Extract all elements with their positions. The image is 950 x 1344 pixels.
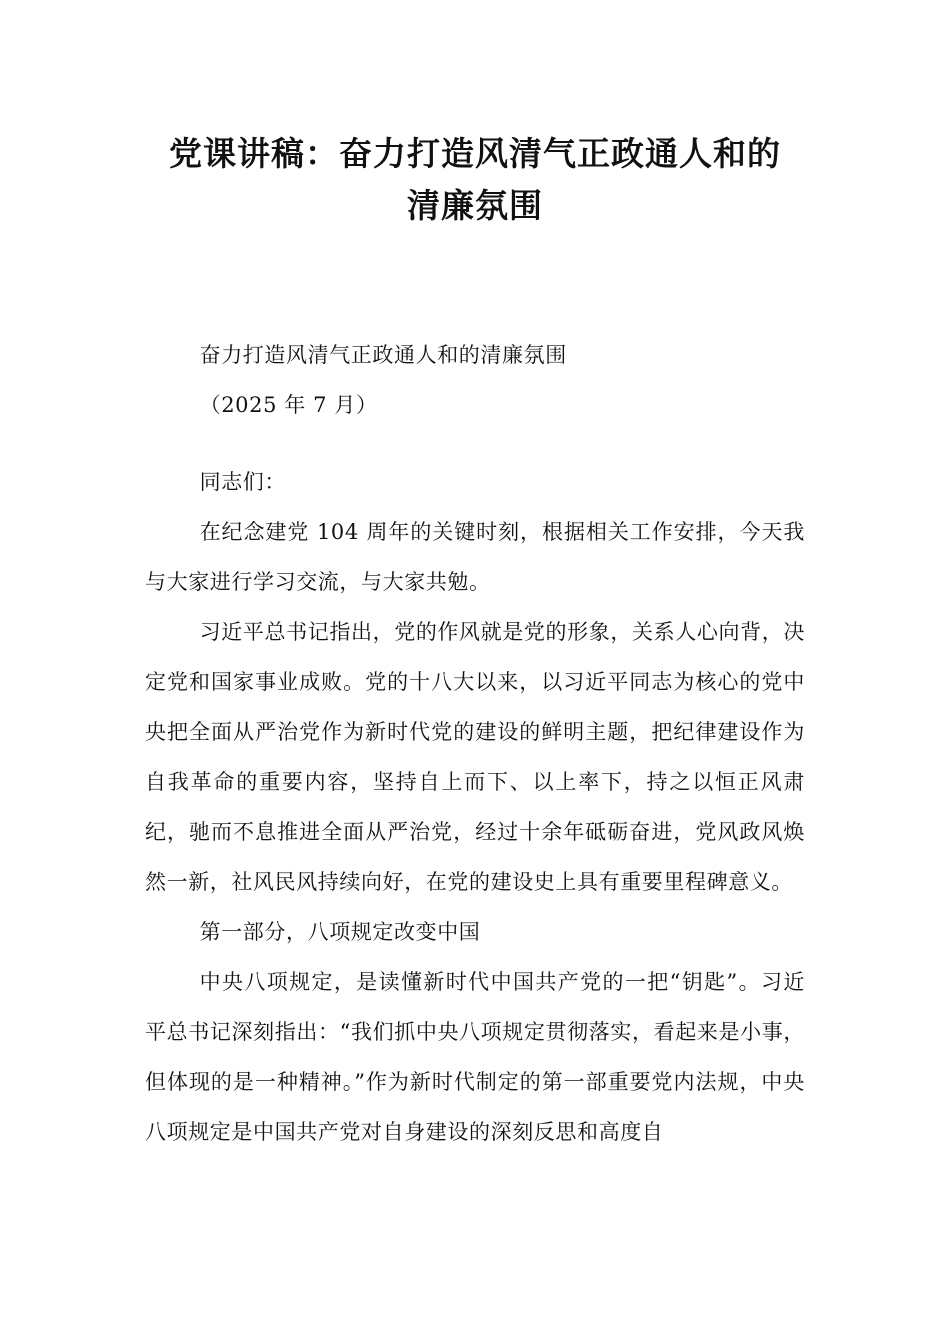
subtitle: 奋力打造风清气正政通人和的清廉氛围 [199,343,567,367]
document-title [120,128,830,232]
title-line-2: 清廉氛围 [407,186,543,225]
section-heading: 第一部分，八项规定改变中国 [199,920,481,944]
title-line-1: 党课讲稿：奋力打造风清气正政通人和的 [169,134,781,173]
date-line: （2025 年 7 月） [199,393,378,417]
spacer [145,430,805,457]
document-body [145,330,805,1157]
paragraph-section-1: 中央八项规定，是读懂新时代中国共产党的一把“钥匙”。习近平总书记深刻指出：“我们抓中央八项规定贯彻落实，看起来是小事，但体现的是一种精神。”作为新时代制定的第一部重要党内法规，中央八项规定是中国共产党对自身建设的深刻反思和高度自 [145,970,805,1144]
paragraph-intro: 在纪念建党 104 周年的关键时刻，根据相关工作安排，今天我与大家进行学习交流，与大家共勉。 [145,520,805,594]
greeting: 同志们： [199,470,286,494]
paragraph-quote: 习近平总书记指出，党的作风就是党的形象，关系人心向背，决定党和国家事业成败。党的十八大以来，以习近平同志为核心的党中央把全面从严治党作为新时代党的建设的鲜明主题，把纪律建设作为自我革命的重要内容，坚持自上而下、以上率下，持之以恒正风肃纪，驰而不息推进全面从严治党，经过十余年砥砺奋进，党风政风焕然一新，社风民风持续向好，在党的建设史上具有重要里程碑意义。 [145,620,805,894]
